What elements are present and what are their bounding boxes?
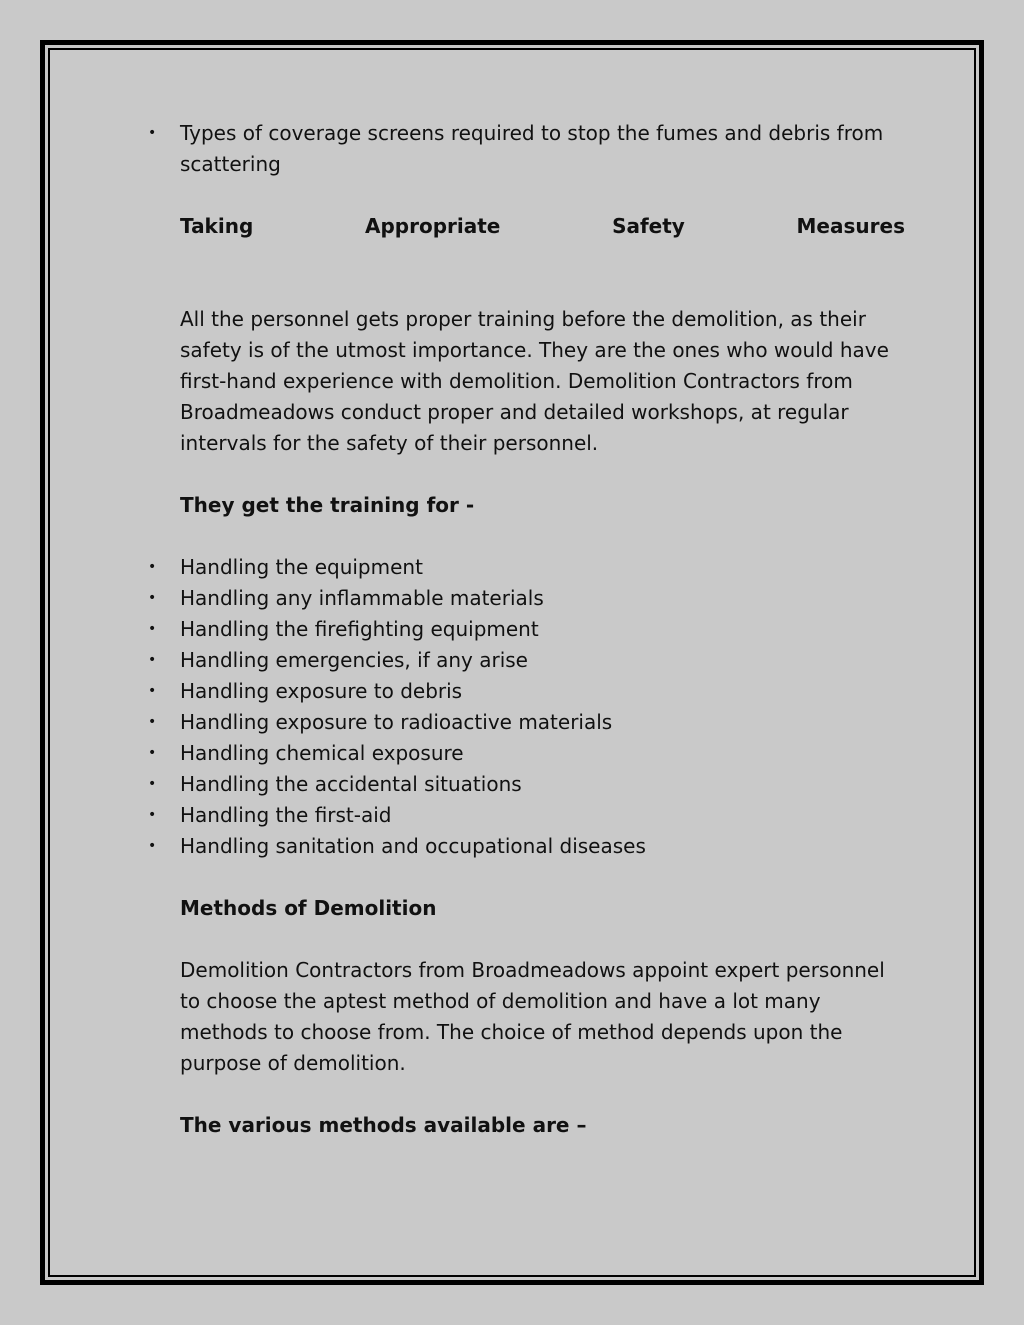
bullet-icon: • bbox=[148, 559, 157, 575]
list-item bbox=[148, 831, 905, 862]
bullet-icon: • bbox=[148, 621, 157, 637]
list-item bbox=[148, 583, 905, 614]
section-heading-safety-measures bbox=[180, 211, 905, 242]
training-paragraph: All the personnel gets proper training before the demolition, as their safety is of the utmost importance. They are the ones who would have first-hand experience with demolition. Demolition Contractors from Broadmeadows conduct proper and detailed workshops, at regular intervals for the safety of their personnel. bbox=[180, 307, 889, 455]
list-item-text: Handling the accidental situations bbox=[180, 772, 522, 796]
training-list bbox=[148, 552, 905, 862]
list-item bbox=[148, 614, 905, 645]
bullet-icon: • bbox=[148, 125, 157, 141]
list-item-text: Handling emergencies, if any arise bbox=[180, 648, 528, 672]
heading-word: Measures bbox=[796, 214, 905, 238]
list-item bbox=[148, 676, 905, 707]
list-item bbox=[148, 769, 905, 800]
list-item-text: Handling any inflammable materials bbox=[180, 586, 544, 610]
methods-available-heading: The various methods available are – bbox=[180, 1113, 587, 1137]
training-heading: They get the training for - bbox=[180, 493, 475, 517]
bullet-icon: • bbox=[148, 683, 157, 699]
list-item-text: Handling the first-aid bbox=[180, 803, 392, 827]
list-item bbox=[148, 552, 905, 583]
bullet-icon: • bbox=[148, 714, 157, 730]
bullet-icon: • bbox=[148, 652, 157, 668]
document-body bbox=[148, 118, 905, 1141]
bullet-icon: • bbox=[148, 745, 157, 761]
heading-word: Safety bbox=[612, 214, 685, 238]
methods-heading: Methods of Demolition bbox=[180, 896, 437, 920]
heading-word: Taking bbox=[180, 214, 254, 238]
list-item-text: Handling exposure to debris bbox=[180, 679, 463, 703]
heading-word: Appropriate bbox=[364, 214, 501, 238]
list-item-text: Handling chemical exposure bbox=[180, 741, 464, 765]
bullet-icon: • bbox=[148, 807, 157, 823]
list-item bbox=[148, 800, 905, 831]
list-item bbox=[148, 707, 905, 738]
methods-paragraph: Demolition Contractors from Broadmeadows appoint expert personnel to choose the aptest method of demolition and have a lot many methods to choose from. The choice of method depends upon the purpose of demolition. bbox=[180, 958, 885, 1075]
list-item bbox=[148, 645, 905, 676]
bullet-icon: • bbox=[148, 776, 157, 792]
list-item-text: Handling the firefighting equipment bbox=[180, 617, 539, 641]
bullet-icon: • bbox=[148, 590, 157, 606]
list-item-text: Handling the equipment bbox=[180, 555, 423, 579]
list-item bbox=[148, 738, 905, 769]
list-item-text: Handling sanitation and occupational diseases bbox=[180, 834, 646, 858]
list-item-coverage-screens bbox=[148, 118, 905, 180]
list-item-text: Types of coverage screens required to stop the fumes and debris from scattering bbox=[180, 121, 884, 176]
list-item-text: Handling exposure to radioactive materials bbox=[180, 710, 613, 734]
bullet-icon: • bbox=[148, 838, 157, 854]
